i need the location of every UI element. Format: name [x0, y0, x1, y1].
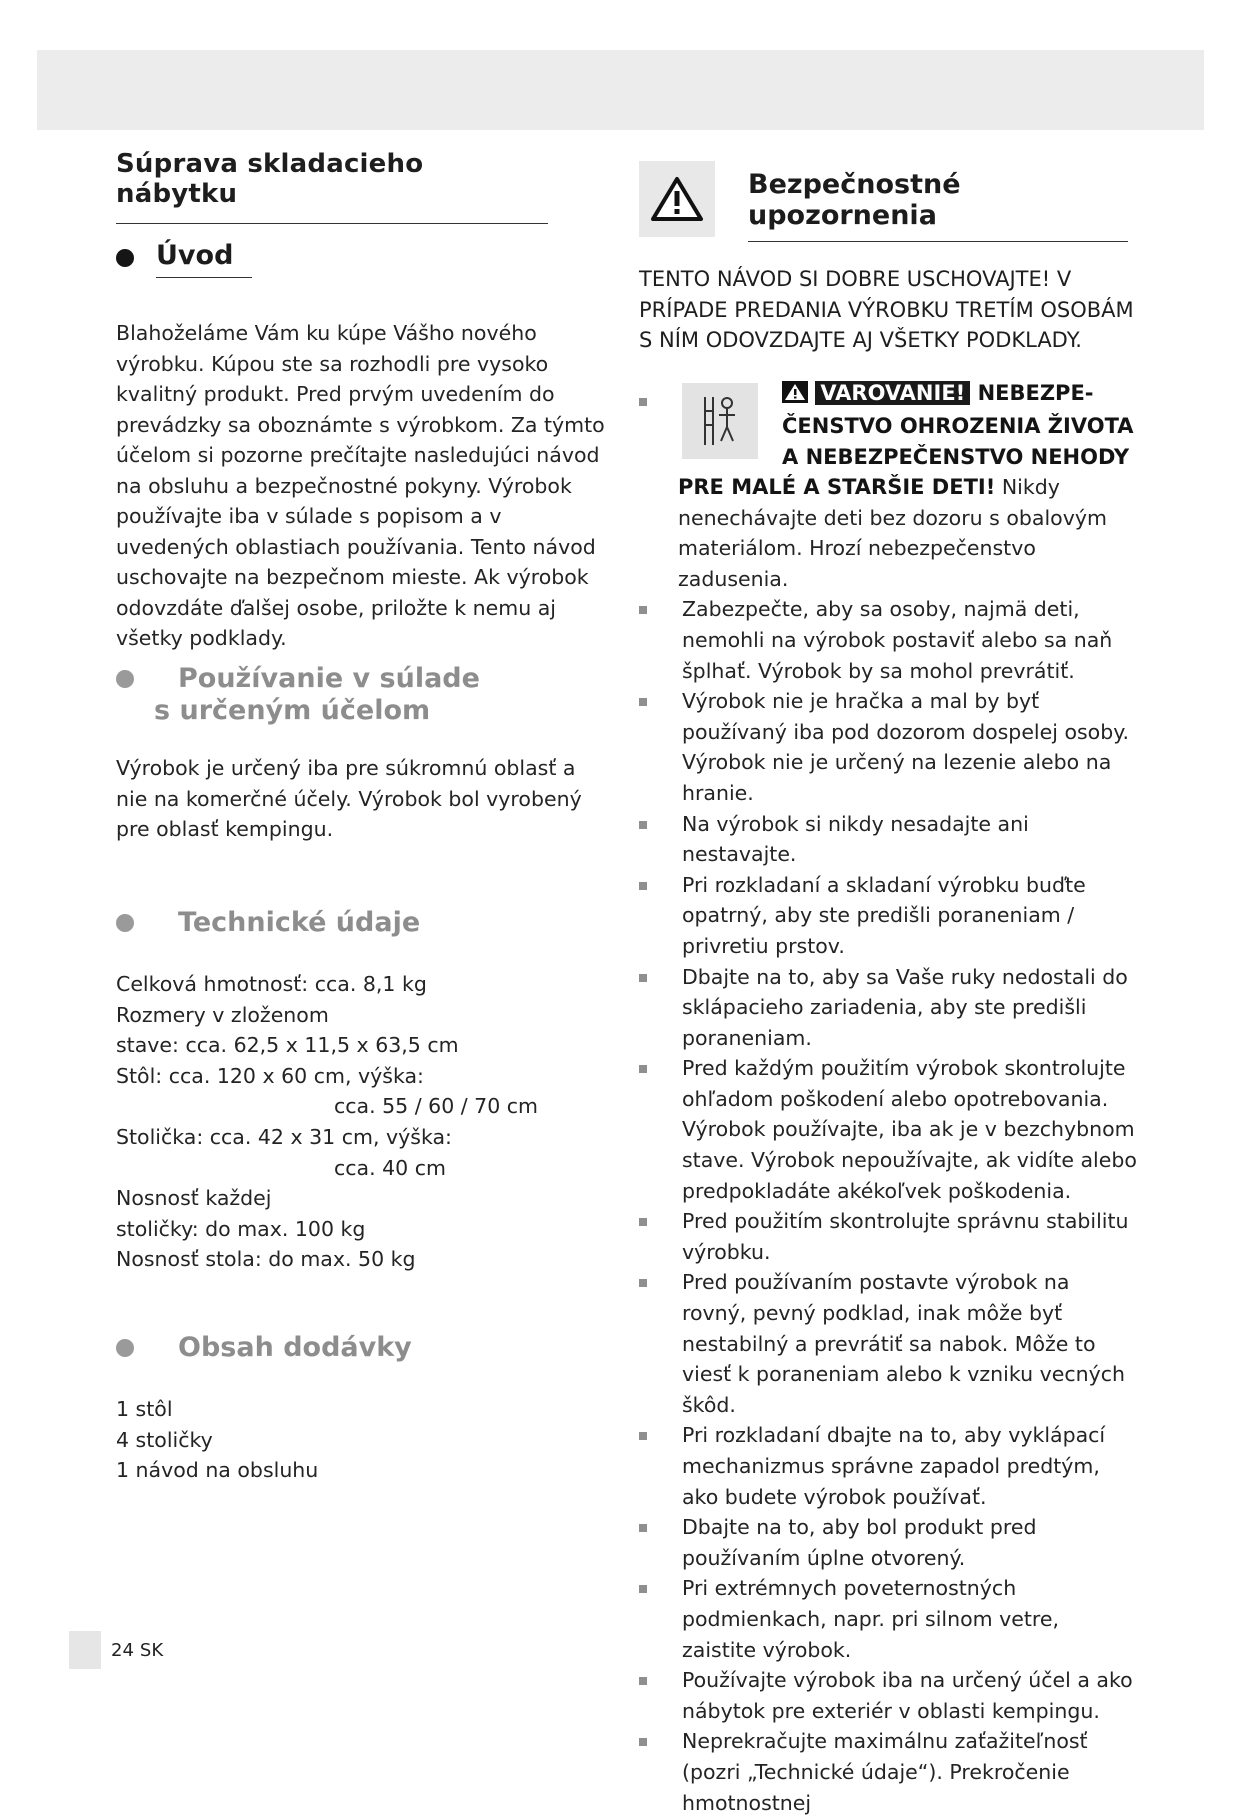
safety-bullets	[639, 378, 1139, 1818]
left-column	[116, 145, 606, 224]
bullet-dot-icon	[116, 914, 134, 932]
tech-row: Nosnosť stola: do max. 50 kg	[116, 1244, 538, 1275]
bullet-text: Na výrobok si nikdy nesadajte ani nestavajte.	[682, 809, 1139, 870]
bullet-text: Pri rozkladaní dbajte na to, aby vyklápací mechanizmus správne zapadol predtým, ako budete výrobok používať.	[682, 1420, 1139, 1512]
warning-badge: VAROVANIE!	[815, 381, 970, 405]
delivery-list	[116, 1394, 412, 1486]
list-item	[639, 1665, 1139, 1726]
bullet-square-icon	[639, 1585, 647, 1593]
page-number: 24	[111, 1640, 134, 1661]
list-item: 1 návod na obsluhu	[116, 1455, 412, 1486]
warning-line-2: ČENSTVO OHROZENIA ŽIVOTA	[782, 414, 1134, 438]
intended-use-heading-1: Používanie v súlade	[178, 663, 480, 695]
tech-row: Rozmery v zloženom	[116, 1000, 538, 1031]
intro-body: Blahoželáme Vám ku kúpe Vášho nového výrobku. Kúpou ste sa rozhodli pre vysoko kvalitný produkt. Pred prvým uvedením do prevádzky sa oboznámte s výrobkom. Za týmto účelom si pozorne prečítajte nasledujúci návod na obsluhu a bezpečnostné pokyny. Výrobok používajte iba v súlade s popisom a v uvedených oblastiach používania. Tento návod uschovajte na bezpečnom mieste. Ak výrobok odovzdáte ďalšej osobe, priložte k nemu aj všetky podklady.	[116, 318, 606, 654]
tech-row: Celková hmotnosť: cca. 8,1 kg	[116, 969, 538, 1000]
tech-row: stoličky: do max. 100 kg	[116, 1214, 538, 1245]
bullet-square-icon	[639, 882, 647, 890]
warning-rest: Nikdy nenechávajte deti bez dozoru s obalovým materiálom. Hrozí nebezpečenstvo zadusenia.	[678, 475, 1107, 591]
tech-row: stave: cca. 62,5 x 11,5 x 63,5 cm	[116, 1030, 538, 1061]
list-item: 4 stoličky	[116, 1425, 412, 1456]
right-column	[639, 155, 1139, 1818]
safety-header	[639, 155, 1139, 242]
tech-list	[116, 969, 538, 1275]
list-item	[639, 594, 1139, 686]
bullet-square-icon	[639, 1065, 647, 1073]
document-title: Súprava skladacieho nábytku	[116, 149, 548, 224]
bullet-text: Pri extrémnych poveternostných podmienkach, napr. pri silnom vetre, zaistite výrobok.	[682, 1573, 1139, 1665]
intended-use-body: Výrobok je určený iba pre súkromnú oblasť a nie na komerčné účely. Výrobok bol vyrobený pre oblasť kempingu.	[116, 753, 606, 845]
delivery-section	[116, 1332, 412, 1486]
bullet-text: Pri rozkladaní a skladaní výrobku buďte opatrný, aby ste predišli poraneniam / privretiu prstov.	[682, 870, 1139, 962]
tech-row: Nosnosť každej	[116, 1183, 538, 1214]
list-item	[639, 1512, 1139, 1573]
bullet-square-icon	[639, 821, 647, 829]
intended-use-heading-2: s určeným účelom	[154, 695, 480, 727]
tech-row: cca. 55 / 60 / 70 cm	[116, 1091, 538, 1122]
tech-heading: Technické údaje	[178, 907, 420, 939]
list-item	[639, 870, 1139, 962]
warning-line-4: PRE MALÉ A STARŠIE DETI!	[678, 475, 995, 499]
bullet-square-icon	[639, 1432, 647, 1440]
bullet-dot-icon	[116, 1339, 134, 1357]
bullet-text: Dbajte na to, aby bol produkt pred používaním úplne otvorený.	[682, 1512, 1139, 1573]
tech-row: cca. 40 cm	[116, 1153, 538, 1184]
bullet-text: Dbajte na to, aby sa Vaše ruky nedostali do sklápacieho zariadenia, aby ste predišli poraneniam.	[682, 962, 1139, 1054]
bullet-square-icon	[639, 1524, 647, 1532]
warning-line-3: A NEBEZPEČENSTVO NEHODY	[782, 445, 1129, 469]
page-footer	[69, 1631, 163, 1669]
list-item	[639, 1573, 1139, 1665]
list-item	[639, 1053, 1139, 1206]
caps-notice: TENTO NÁVOD SI DOBRE USCHOVAJTE! V PRÍPADE PREDANIA VÝROBKU TRETÍM OSOBÁM S NÍM ODOVZDAJTE AJ VŠETKY PODKLADY.	[639, 264, 1139, 356]
bullet-dot-icon	[116, 670, 134, 688]
bullet-square-icon	[639, 398, 647, 406]
bullet-text: Pred každým použitím výrobok skontrolujte ohľadom poškodení alebo opotrebovania. Výrobok používajte, iba ak je v bezchybnom stave. Výrobok nepoužívajte, ak vidíte alebo predpokladáte akékoľvek poškodenia.	[682, 1053, 1139, 1206]
bullet-text: Pred použitím skontrolujte správnu stabilitu výrobku.	[682, 1206, 1139, 1267]
bullet-text: Zabezpečte, aby sa osoby, najmä deti, nemohli na výrobok postaviť alebo sa naň šplhať. Výrobok by sa mohol prevrátiť.	[682, 594, 1139, 686]
bullet-square-icon	[639, 1218, 647, 1226]
list-item: 1 stôl	[116, 1394, 412, 1425]
delivery-heading: Obsah dodávky	[178, 1332, 412, 1364]
tech-section	[116, 907, 538, 1275]
bullet-square-icon	[639, 974, 647, 982]
list-item	[639, 1206, 1139, 1267]
list-item	[639, 1420, 1139, 1512]
language-code: SK	[140, 1640, 163, 1661]
bullet-text: Pred používaním postavte výrobok na rovný, pevný podklad, inak môže byť nestabilný a prevrátiť sa nabok. Môže to viesť k poraneniam alebo k vzniku vecných škôd.	[682, 1267, 1139, 1420]
list-item	[639, 962, 1139, 1054]
bullet-square-icon	[639, 606, 647, 614]
header-bar	[37, 50, 1204, 130]
bullet-text: Používajte výrobok iba na určený účel a ako nábytok pre exteriér v oblasti kempingu.	[682, 1665, 1139, 1726]
bullet-square-icon	[639, 1677, 647, 1685]
child-hazard-icon	[682, 383, 758, 459]
list-item	[639, 1267, 1139, 1420]
list-item	[639, 378, 1139, 595]
tech-row: Stolička: cca. 42 x 31 cm, výška:	[116, 1122, 538, 1153]
bullet-text: Výrobok nie je hračka a mal by byť používaný iba pod dozorom dospelej osoby. Výrobok nie je určený na lezenie alebo na hranie.	[682, 686, 1139, 808]
intro-section	[116, 240, 606, 654]
intro-heading: Úvod	[156, 240, 252, 278]
warning-triangle-icon	[639, 161, 715, 237]
bullet-square-icon	[639, 1738, 647, 1746]
tech-row: Stôl: cca. 120 x 60 cm, výška:	[116, 1061, 538, 1092]
safety-heading: Bezpečnostné upozornenia	[748, 169, 1128, 242]
list-item	[639, 686, 1139, 808]
list-item	[639, 809, 1139, 870]
list-item	[639, 1726, 1139, 1818]
bullet-dot-icon	[116, 249, 134, 267]
bullet-square-icon	[639, 1279, 647, 1287]
bullet-text: Neprekračujte maximálnu zaťažiteľnosť (pozri „Technické údaje“). Prekročenie hmotnostnej	[682, 1726, 1139, 1818]
bullet-square-icon	[639, 698, 647, 706]
footer-marker	[69, 1631, 101, 1669]
warning-line-1: NEBEZPE-	[978, 381, 1094, 405]
warning-small-icon	[782, 381, 808, 412]
intended-use-section	[116, 663, 606, 845]
